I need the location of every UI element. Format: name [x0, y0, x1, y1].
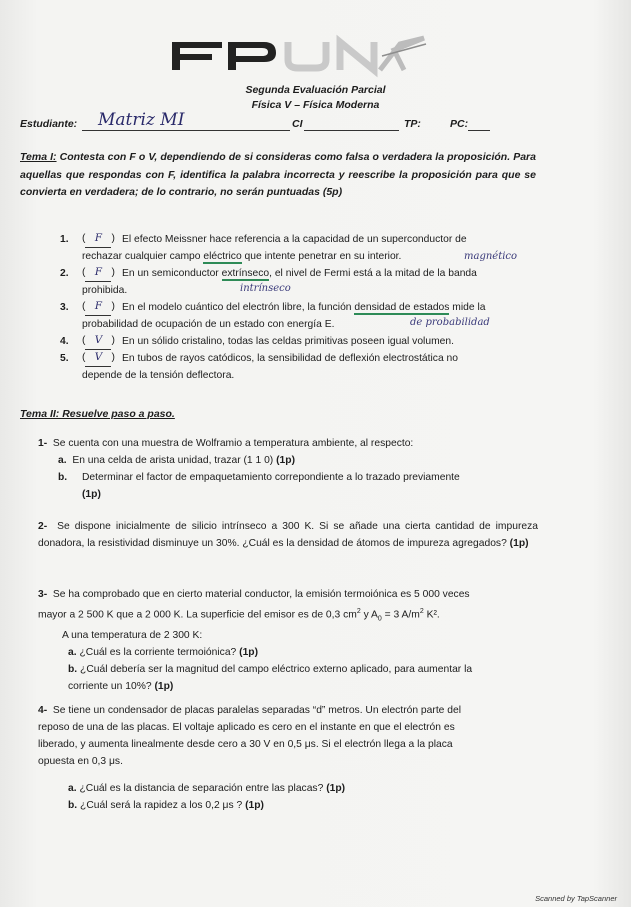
- answer-field[interactable]: F: [85, 264, 111, 282]
- exam-title: Segunda Evaluación Parcial: [245, 84, 386, 96]
- problem-3: 3- Se ha comprobado que en cierto material conductor, la emisión termoiónica es 5 000 veces mayor a 2 500 K que a 2 000 K. La superficie del emisor es de 0,3 $cm^2$ y $A_0 = 3$ $A/m^2$ K². A una temperatura de 2 300 K: a. ¿Cuál es la corriente termoiónica? (1p) b. ¿Cuál debería ser la magnitud del campo eléctrico externo aplicado, para aumentar la corriente un 10%? (1p): [38, 589, 473, 693]
- correction-note: de probabilidad: [410, 317, 490, 328]
- fpuna-logo: [168, 30, 428, 78]
- student-line: [20, 110, 620, 134]
- ci-line: [304, 130, 399, 131]
- answer-field[interactable]: F: [85, 298, 111, 316]
- tema1-instructions: [20, 149, 536, 202]
- scanner-footer: Scanned by TapScanner: [535, 894, 617, 903]
- tema1-text: Contesta con F o V, dependiendo de si consideras como falsa o verdadera la proposición. Para aquellas que respondas con F, identifica la palabra incorrecta y reescribe la proposición para que se convierta en verdadera; de lo contrario, no serán puntuadas (5p): [20, 151, 536, 198]
- answer-field[interactable]: V: [85, 349, 111, 367]
- answer-field[interactable]: F: [85, 230, 111, 248]
- correction-note: intrínseco: [240, 283, 291, 294]
- student-name-line: [82, 130, 290, 131]
- tema1-title: Tema I:: [20, 151, 57, 163]
- ci-label: CI: [292, 118, 303, 130]
- exam-page: Segunda Evaluación Parcial Física V – Física Moderna Estudiante: Matriz MI CI TP: PC: Tema I: Contesta con F o V, dependiendo de si consideras como falsa o verdadera la proposición. Para aquellas que respondas con F, identifica la palabra incorrecta y reescribe la proposición para que se convierta en verdadera; de lo contrario, no serán puntuadas (5p) 1. ( F ) El efecto Meissner hace referencia a la capacidad de un superconductor de rechazar cualquier campo eléctrico que intente penetrar en su interior. magnético 2. ( F ) En un semiconductor extrínseco, el nivel de Fermi está a la mitad de la banda prohibida. intrínseco 3. ( F ) En el modelo cuántico del electrón libre, la función densidad de estados mide la probabilidad de ocupación de un estado con energía E. de probabilidad 4. ( V ) En un sólido cristalino, todas las celdas primitivas poseen igual volumen. 5. ( V ) En tubos de rayos catódicos, la sensibilidad de deflexión electrostática no depende de la tensión deflectora. Tema II: Resuelve paso a paso. 1- Se cuenta con una muestra de Wolframio a temperatura ambiente, al respecto: a. En una celda de arista unidad, trazar (1 1 0) (1p) b. Determinar el factor de empaquetamiento correpondiente a lo trazado previamente (1p) 2- Se dispone inicialmente de silicio intrínseco a 300 K. Si se añade una cierta cantidad de impureza donadora, la resistividad disminuye un 30%. ¿Cuál es la densidad de átomos de impureza agregados? (1p) 3- Se ha comprobado que en cierto material conductor, la emisión termoiónica es 5 000 veces mayor a 2 500 K que a 2 000 K. La superficie del emisor es de 0,3 $cm^2$ y $A_0 = 3$ $A/m^2$ K². A una temperatura de 2 300 K: a. ¿Cuál es la corriente termoiónica? (1p) b. ¿Cuál debería ser la magnitud del campo eléctrico externo aplicado, para aumentar la corriente un 10%? (1p) 4- Se tiene un condensador de placas paralelas separadas “d” metros. Un electrón parte del reposo de una de las placas. El voltaje aplicado es cero en el instante en que el electrón es liberado, y aumenta linealmente desde cero a 30 V en 0,5 μs. Si el electrón llega a la placa opuesta en 0,3 μs. a. ¿Cuál es la distancia de separación entre las placas? (1p) b. ¿Cuál será la rapidez a los 0,2 μs ? (1p) Scanned by TapScanner: [0, 0, 631, 907]
- exam-subject: Física V – Física Moderna: [251, 99, 380, 111]
- pc-line: [468, 130, 490, 131]
- pc-label: PC:: [450, 118, 469, 130]
- problem-2: 2- Se dispone inicialmente de silicio intrínseco a 300 K. Si se añade una cierta cantidad de impureza donadora, la resistividad disminuye un 30%. ¿Cuál es la densidad de átomos de impureza agregados? (1p): [38, 521, 538, 549]
- problem-1: 1- Se cuenta con una muestra de Wolframio a temperatura ambiente, al respecto: a. En una celda de arista unidad, trazar (1 1 0) (1p) b. Determinar el factor de empaquetamiento correpondiente a lo trazado previamente (1p): [38, 438, 460, 500]
- student-label: Estudiante:: [20, 118, 78, 130]
- problem-4: 4- Se tiene un condensador de placas paralelas separadas “d” metros. Un electrón parte del reposo de una de las placas. El voltaje aplicado es cero en el instante en que el electrón es liberado, y aumenta linealmente desde cero a 30 V en 0,5 μs. Si el electrón llega a la placa opuesta en 0,3 μs. a. ¿Cuál es la distancia de separación entre las placas? (1p) b. ¿Cuál será la rapidez a los 0,2 μs ? (1p): [38, 705, 462, 811]
- student-name: Matriz MI: [98, 110, 185, 130]
- tema2-title: Tema II: Resuelve paso a paso.: [20, 408, 175, 420]
- answer-field[interactable]: V: [85, 332, 111, 350]
- tp-label: TP:: [404, 118, 421, 130]
- correction-note: magnético: [464, 251, 518, 262]
